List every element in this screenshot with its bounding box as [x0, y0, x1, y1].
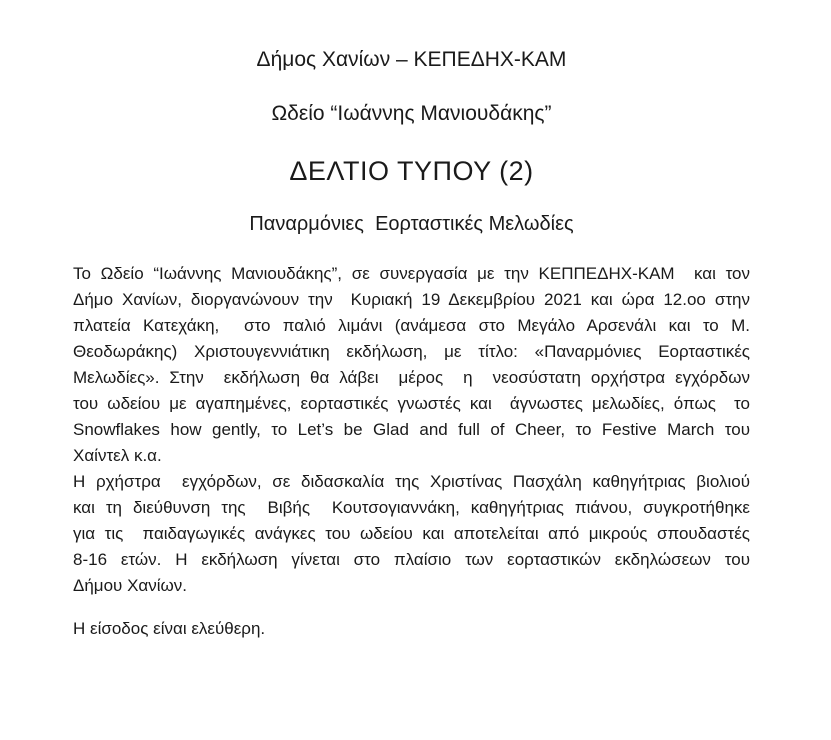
body-line: Χαίντελ κ.α.	[73, 446, 162, 465]
body-line: Δήμο Χανίων, διοργανώνουν την Κυριακή 19 Δεκεμβρίου 2021 και ώρα 12.οο στην	[73, 290, 750, 309]
free-entrance-note: Η είσοδος είναι ελεύθερη.	[73, 619, 266, 638]
organization-title: Δήμος Χανίων – ΚΕΠΕΔΗΧ-ΚΑΜ	[256, 48, 567, 71]
body-line: πλατεία Κατεχάκη, στο παλιό λιμάνι (ανάμεσα στο Μεγάλο Αρσενάλι και το Μ.	[73, 316, 750, 335]
body-line: Θεοδωράκης) Χριστουγεννιάτικη εκδήλωση, με τίτλο: «Παναρμόνιες Εορταστικές	[73, 342, 750, 361]
body-line: και τη διεύθυνση της Βιβής Κουτσογιαννάκη, καθηγήτριας πιάνου, συγκροτήθηκε	[73, 498, 750, 517]
body-line: Δήμου Χανίων.	[73, 576, 188, 595]
event-subtitle: Παναρμόνιες Εορταστικές Μελωδίες	[249, 213, 574, 235]
document-body	[73, 261, 750, 642]
body-line: Το Ωδείο “Ιωάννης Μανιουδάκης”, σε συνεργασία με την ΚΕΠΠΕΔΗΧ-ΚΑΜ και τον	[73, 264, 750, 283]
body-line: Snowflakes how gently, το Let’s be Glad and full of Cheer, το Festive March του	[73, 420, 750, 439]
press-release-title: ΔΕΛΤΙΟ ΤΥΠΟΥ (2)	[289, 156, 534, 186]
body-line: Η ρχήστρα εγχόρδων, σε διδασκαλία της Χριστίνας Πασχάλη καθηγήτριας βιολιού	[73, 472, 750, 491]
document-header	[73, 48, 750, 237]
body-line: 8-16 ετών. Η εκδήλωση γίνεται στο πλαίσιο των εορταστικών εκδηλώσεων του	[73, 550, 750, 569]
conservatory-title: Ωδείο “Ιωάννης Μανιουδάκης”	[271, 102, 552, 125]
body-line: Μελωδίες». Στην εκδήλωση θα λάβει μέρος η νεοσύστατη ορχήστρα εγχόρδων	[73, 368, 750, 387]
body-line: του ωδείου με αγαπημένες, εορταστικές γνωστές και άγνωστες μελωδίες, όπως το	[73, 394, 750, 413]
body-line: για τις παιδαγωγικές ανάγκες του ωδείου και αποτελείται από μικρούς σπουδαστές	[73, 524, 750, 543]
